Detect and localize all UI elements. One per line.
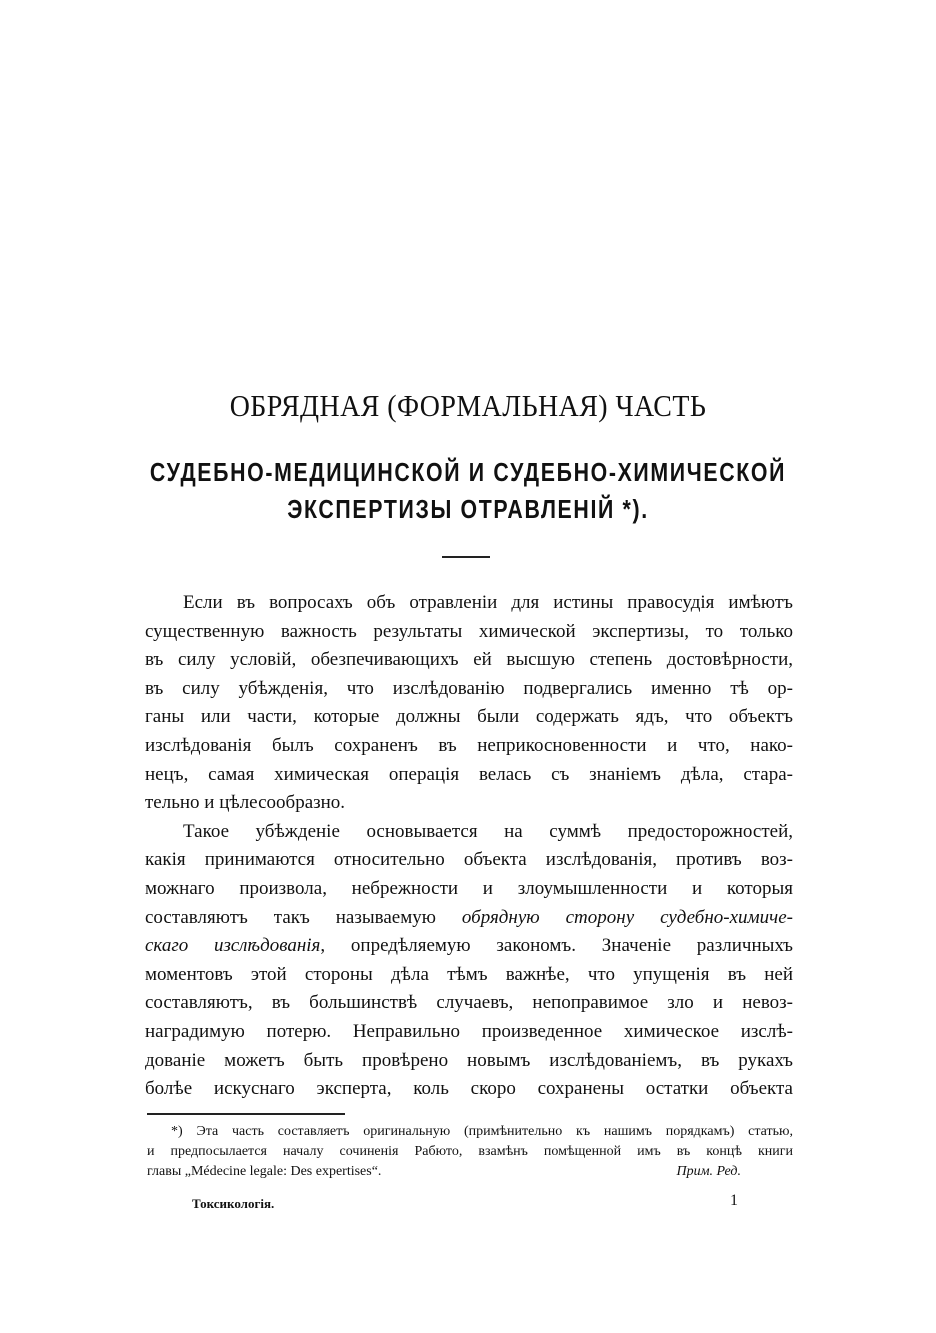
page-number: 1 — [730, 1192, 738, 1209]
page-title: ОБРЯДНАЯ (ФОРМАЛЬНАЯ) ЧАСТЬ — [229, 388, 707, 423]
footnote-text: главы „Médecine legale: Des expertises“. — [147, 1164, 382, 1179]
footer-signature-mark: Токсикологія. — [192, 1196, 275, 1211]
text-line: дованіе можетъ быть провѣрено новымъ изслѣдованіемъ, въ рукахъ — [145, 1049, 793, 1071]
subtitle-line-2: ЭКСПЕРТИЗЫ ОТРАВЛЕНІЙ *). — [287, 494, 649, 524]
text-line: изслѣдованія былъ сохраненъ въ неприкосновенности и что, нако- — [145, 734, 793, 756]
text-line: въ силу убѣжденія, что изслѣдованію подвергались именно тѣ ор- — [145, 677, 793, 699]
text-line — [145, 932, 793, 961]
italic-phrase: обрядную сторону судебно-химиче- — [461, 906, 793, 928]
footnote-line: и предпосылается началу сочиненія Рабюто, взамѣнъ помѣщенной имъ въ концѣ книги — [147, 1144, 793, 1159]
text-line: въ силу условій, обезпечивающихъ ей высшую степень достовѣрности, — [145, 649, 793, 671]
text-line: Если въ вопросахъ объ отравленіи для истины правосудія имѣютъ — [183, 592, 793, 613]
text-line: какія принимаются относительно объекта изслѣдованія, противъ воз- — [145, 849, 793, 871]
footnote-divider — [147, 1113, 345, 1115]
text-line: наградимую потерю. Неправильно произведенное химическое изслѣ- — [145, 1020, 793, 1042]
text-run: составляютъ такъ называемую — [145, 906, 462, 928]
editor-note-signature: Прим. Ред. — [676, 1164, 741, 1179]
text-line: можнаго произвола, небрежности и злоумышленности и которыя — [145, 877, 793, 899]
text-line — [145, 904, 793, 933]
title-divider — [442, 556, 490, 558]
footnote — [147, 1122, 793, 1182]
text-line: Такое убѣжденіе основывается на суммѣ предосторожностей, — [183, 820, 793, 842]
subtitle-line-1: СУДЕБНО-МЕДИЦИНСКОЙ И СУДЕБНО-ХИМИЧЕСКОЙ — [149, 457, 787, 487]
text-line: составляютъ, въ большинствѣ случаевъ, непоправимое зло и невоз- — [145, 992, 793, 1014]
italic-phrase: скаго изслѣдованія — [145, 935, 321, 957]
footnote-line: *) Эта часть составляетъ оригинальную (примѣнительно къ нашимъ порядкамъ) статью, — [171, 1124, 793, 1139]
body-text — [145, 589, 793, 1104]
text-line: существенную важность результаты химической экспертизы, то только — [145, 620, 793, 642]
text-line: нецъ, самая химическая операція велась съ знаніемъ дѣла, стара- — [145, 763, 793, 785]
text-line: тельно и цѣлесообразно. — [145, 792, 346, 814]
text-run: , опредѣляемую закономъ. Значеніе различныхъ — [320, 935, 793, 957]
text-line: моментовъ этой стороны дѣла тѣмъ важнѣе, что упущенія въ ней — [145, 963, 793, 985]
footnote-line — [147, 1162, 793, 1182]
text-line: ганы или части, которые должны были содержать ядъ, что объектъ — [145, 706, 793, 728]
text-line: болѣе искуснаго эксперта, коль скоро сохранены остатки объекта — [145, 1078, 793, 1100]
